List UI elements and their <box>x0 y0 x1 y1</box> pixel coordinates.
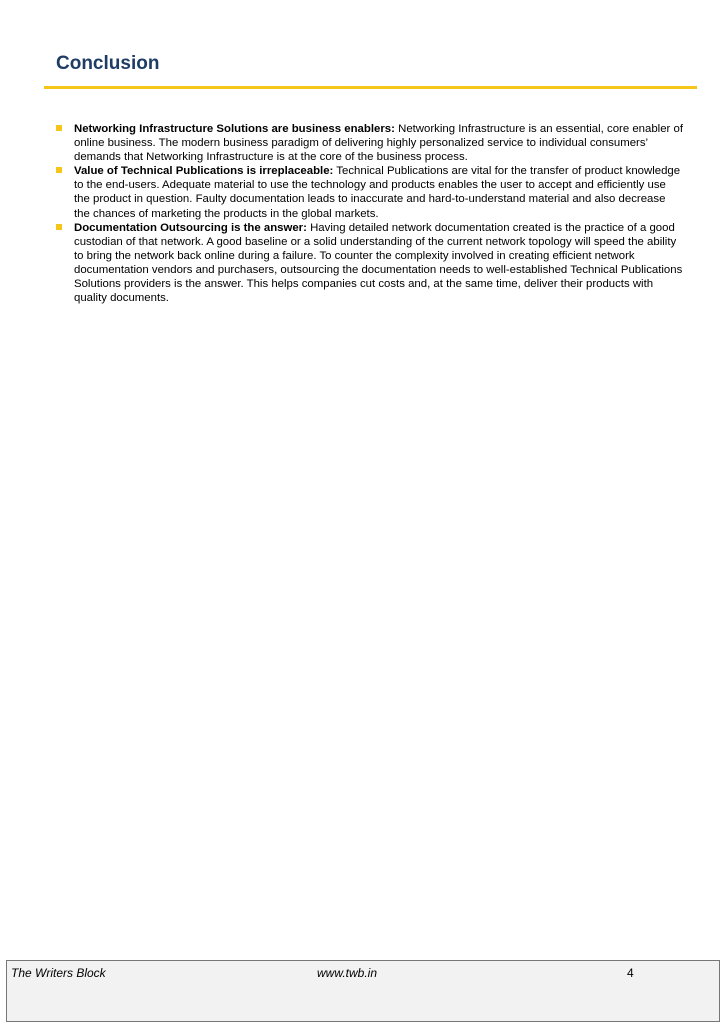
heading-rule <box>44 86 697 89</box>
bullet-title: Value of Technical Publications is irreplaceable: <box>74 165 334 178</box>
footer-company: The Writers Block <box>11 966 106 980</box>
bullet-text: Networking Infrastructure is an essential, core enabler of online business. The modern business paradigm of delivering highly personalized service to individual consumers’ demands that Networking Infrastructure is at the core of the business process. <box>74 123 683 164</box>
bullet-text: Having detailed network documentation created is the practice of a good custodian of that network. A good baseline or a solid understanding of the current network topology will speed the ability to bring the network back online during a failure. To counter the complexity involved in creating efficient network documentation vendors and purchasers, outsourcing the documentation needs to well-established Technical Publications Solutions providers is the answer. This helps companies cut costs and, at the same time, deliver their products with quality documents. <box>74 221 683 305</box>
page-footer <box>6 960 720 1022</box>
conclusion-list <box>56 122 684 305</box>
list-item <box>56 221 684 306</box>
square-bullet-icon <box>56 125 62 131</box>
square-bullet-icon <box>56 167 62 173</box>
bullet-title: Networking Infrastructure Solutions are business enablers: <box>74 123 395 135</box>
list-item <box>56 122 684 164</box>
footer-website: www.twb.in <box>317 966 378 980</box>
bullet-text: Technical Publications are vital for the transfer of product knowledge to the end-users. Adequate material to use the technology and products enables the user to accept and efficiently use the product in question. Faulty documentation leads to inaccurate and hard-to-understand material and also decrease the chances of marketing the products in the global markets. <box>74 165 681 220</box>
list-item <box>56 164 684 220</box>
footer-page-number: 4 <box>627 966 634 980</box>
page-heading: Conclusion <box>56 53 160 74</box>
square-bullet-icon <box>56 224 62 230</box>
bullet-title: Documentation Outsourcing is the answer: <box>74 221 307 234</box>
